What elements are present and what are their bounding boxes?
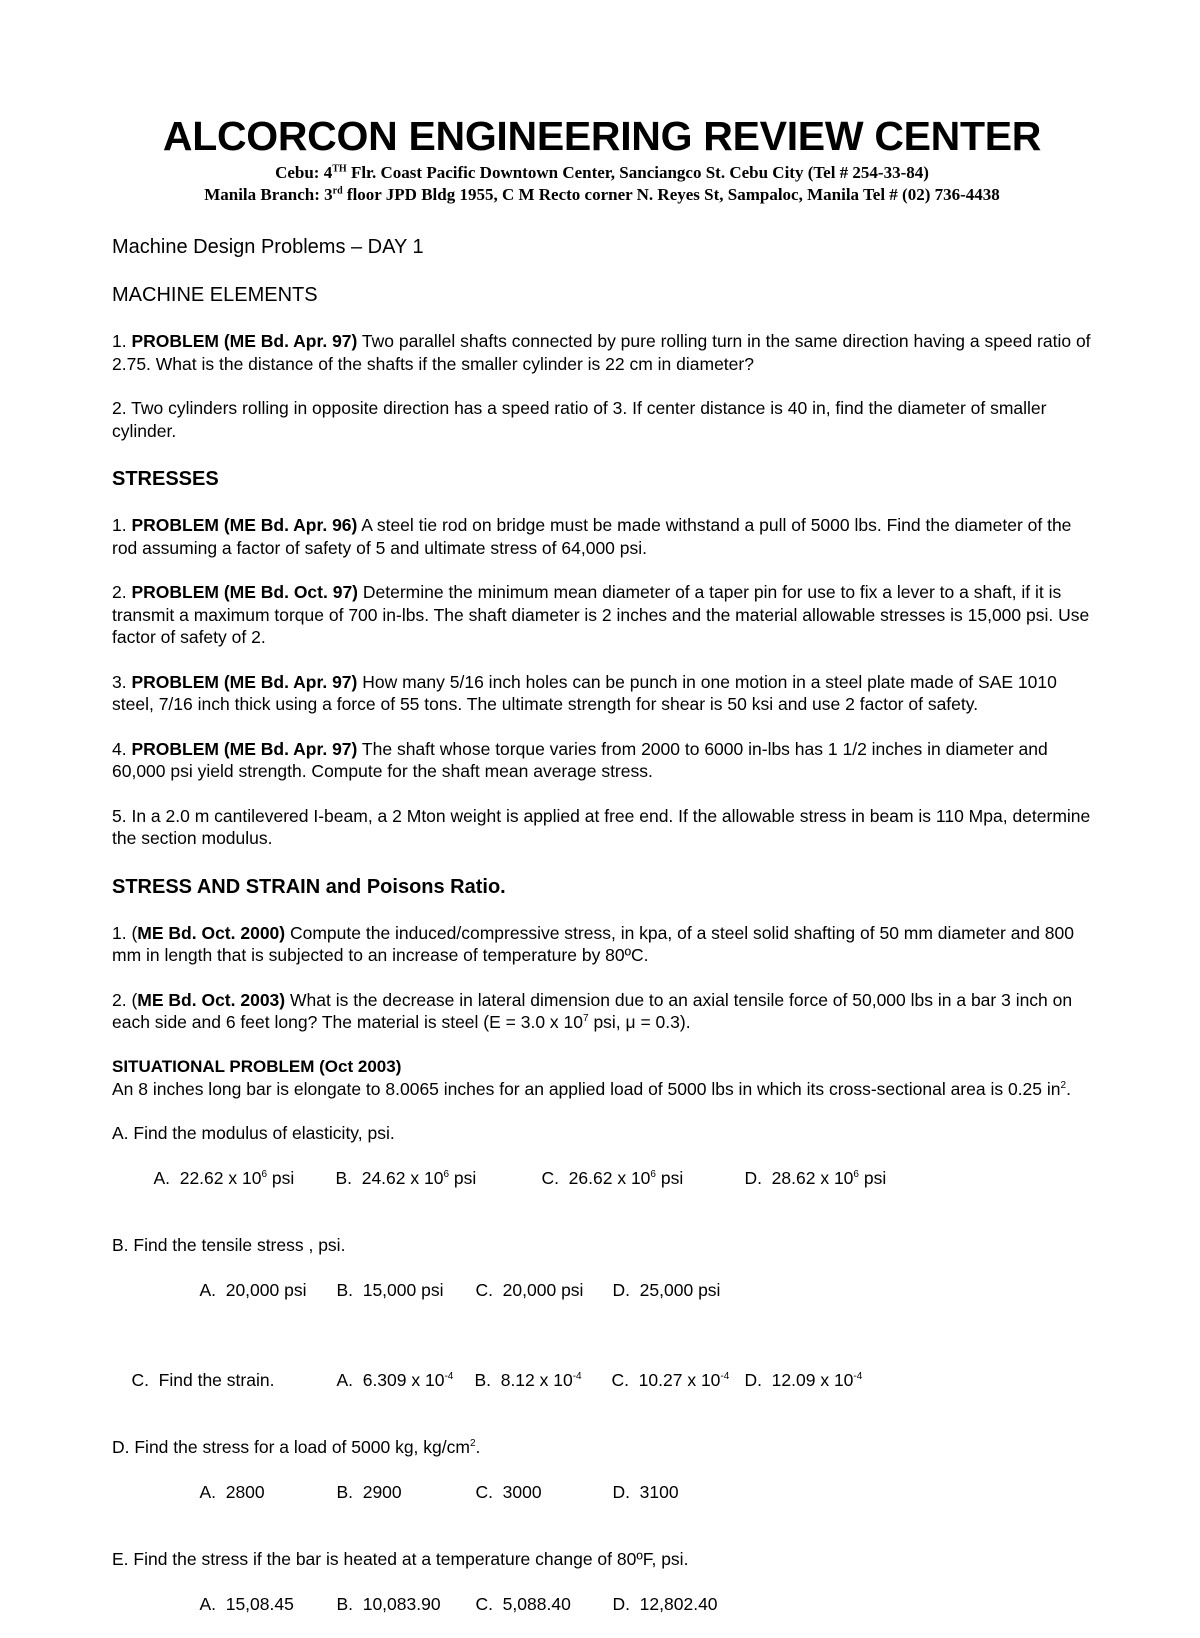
option-b: B. 10,083.90 [336, 1593, 441, 1614]
problem-machine-elements-2: 2. Two cylinders rolling in opposite direction has a speed ratio of 3. If center distance is 40 in, find the diameter of smaller cylinder. [112, 398, 1047, 441]
center-title: ALCORCON ENGINEERING REVIEW CENTER [162, 113, 1042, 159]
question-e-options [112, 1570, 1092, 1638]
option-d: D. 12,802.40 [612, 1593, 718, 1614]
question-a-options [112, 1145, 1092, 1213]
cebu-address: Cebu: 4TH Flr. Coast Pacific Downtown Center, Sanciangco St. Cebu City (Tel # 254-33-84) [275, 163, 929, 182]
section-heading-stresses: STRESSES [112, 468, 219, 490]
question-c [112, 1346, 1092, 1414]
option-c: C. 20,000 psi [475, 1280, 584, 1300]
question-d-options [112, 1458, 1092, 1526]
document-title: Machine Design Problems – DAY 1 [112, 236, 424, 258]
situational-intro: An 8 inches long bar is elongate to 8.0065 inches for an applied load of 5000 lbs in which its cross-sectional area is 0.25 $in^2$. [112, 1078, 1071, 1099]
option-c: C. 5,088.40 [475, 1593, 571, 1614]
problem-stresses-4: 4. PROBLEM (ME Bd. Apr. 97) The shaft whose torque varies from 2000 to 6000 in-lbs has 1 1/2 inches in diameter and 60,000 psi yield strength. Compute for the shaft mean average stress. [112, 738, 1048, 781]
question-b-options [112, 1257, 1092, 1325]
manila-address: Manila Branch: 3rd floor JPD Bldg 1955, C M Recto corner N. Reyes St, Sampaloc, Manila Tel # (02) 736-4438 [204, 185, 1000, 204]
problem-stresses-5: 5. In a 2.0 m cantilevered I-beam, a 2 Mton weight is applied at free end. If the allowable stress in beam is 110 Mpa, determine the section modulus. [112, 805, 1091, 848]
option-a: A. 2800 [199, 1481, 265, 1502]
problem-stresses-2: 2. PROBLEM (ME Bd. Oct. 97) Determine the minimum mean diameter of a taper pin for use to fix a lever to a shaft, if it is transmit a maximum torque of 700 in-lbs. The shaft diameter is 2 inches and the material allowable stresses is 15,000 psi. Use factor of safety of 2. [112, 582, 1090, 647]
option-b: B. 15,000 psi [336, 1280, 444, 1300]
option-c: C. 10.27 x $10^{-4}$ [611, 1369, 730, 1390]
option-c: C. 26.62 x $10^6$ psi [541, 1168, 684, 1188]
section-heading-stress-strain: STRESS AND STRAIN and Poisons Ratio. [112, 875, 506, 898]
question-e: E. Find the stress if the bar is heated at a temperature change of 80ºF, psi. [112, 1548, 689, 1569]
problem-stresses-1: 1. PROBLEM (ME Bd. Apr. 96) A steel tie rod on bridge must be made withstand a pull of 5000 lbs. Find the diameter of the rod assuming a factor of safety of 5 and ultimate stress of 64,000 psi. [112, 515, 1072, 558]
option-a: A. 15,08.45 [199, 1593, 294, 1614]
question-b: B. Find the tensile stress , psi. [112, 1235, 346, 1255]
option-b: B. 2900 [336, 1481, 402, 1502]
option-b: B. 8.12 x $10^{-4}$ [474, 1369, 582, 1390]
option-a: A. 20,000 psi [199, 1280, 307, 1300]
option-d: D. 25,000 psi [612, 1280, 721, 1300]
option-d: D. 28.62 x $10^6$ psi [744, 1168, 887, 1188]
question-d: D. Find the stress for a load of 5000 kg, $kg/cm^2$. [112, 1436, 481, 1457]
option-b: B. 24.62 x $10^6$ psi [335, 1168, 477, 1188]
situational-heading: SITUATIONAL PROBLEM (Oct 2003) [112, 1056, 402, 1076]
problem-stress-strain-1: 1. (ME Bd. Oct. 2000) Compute the induced/compressive stress, in kpa, of a steel solid shafting of 50 mm diameter and 800 mm in length that is subjected to an increase of temperature by 80ºC. [112, 922, 1075, 965]
option-d: D. 3100 [612, 1481, 679, 1502]
problem-machine-elements-1: 1. PROBLEM (ME Bd. Apr. 97) Two parallel shafts connected by pure rolling turn in the same direction having a speed ratio of 2.75. What is the distance of the shafts if the smaller cylinder is 22 cm in diameter? [112, 331, 1091, 374]
document-page [112, 112, 1092, 1638]
problem-stress-strain-2: 2. (ME Bd. Oct. 2003) What is the decrease in lateral dimension due to an axial tensile force of 50,000 lbs in a bar 3 inch on each side and 6 feet long? The material is steel (E = 3.0 x $10^7$ psi, μ = 0.3). [112, 989, 1073, 1032]
question-c-text: C. Find the strain. [131, 1369, 275, 1390]
section-heading-machine-elements: MACHINE ELEMENTS [112, 284, 318, 306]
option-c: C. 3000 [475, 1481, 542, 1502]
option-d: D. 12.09 x $10^{-4}$ [744, 1369, 863, 1390]
option-a: A. 6.309 x $10^{-4}$ [336, 1369, 454, 1390]
question-a: A. Find the modulus of elasticity, psi. [112, 1123, 395, 1143]
option-a: A. 22.62 x $10^6$ psi [153, 1168, 295, 1188]
problem-stresses-3: 3. PROBLEM (ME Bd. Apr. 97) How many 5/16 inch holes can be punch in one motion in a steel plate made of SAE 1010 steel, 7/16 inch thick using a force of 55 tons. The ultimate strength for shear is 50 ksi and use 2 factor of safety. [112, 671, 1057, 714]
